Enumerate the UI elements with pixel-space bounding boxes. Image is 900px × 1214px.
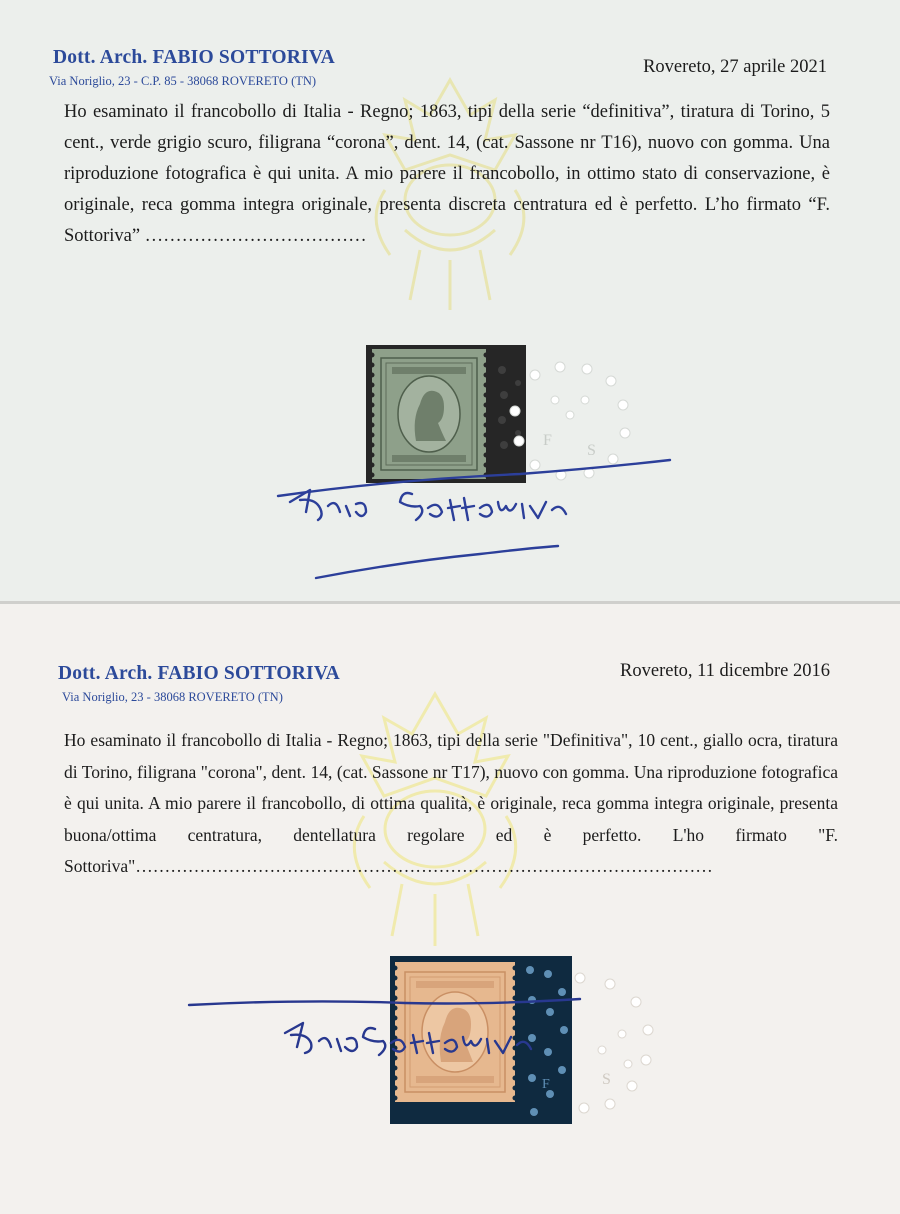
place-date: Rovereto, 11 dicembre 2016 bbox=[620, 661, 830, 681]
handwritten-signature bbox=[270, 450, 690, 590]
svg-text:F: F bbox=[543, 432, 552, 449]
issuer-name: Dott. Arch. FABIO SOTTORIVA bbox=[53, 47, 335, 68]
svg-text:S: S bbox=[587, 442, 596, 459]
issuer-name: Dott. Arch. FABIO SOTTORIVA bbox=[58, 663, 340, 684]
certificate-text: Ho esaminato il francobollo di Italia - Regno; 1863, tipi della serie “definitiva”, tiratura di Torino, 5 cent., verde grigio scuro, filigrana “corona”, dent. 14, (cat. Sassone nr T16), nuovo con gomma. Una riproduzione fotografica è qui unita. A mio parere il francobollo, in ottimo stato di conservazione, è originale, reca gomma integra originale, presenta discreta centratura ed è perfetto. L’ho firmato “F. Sottoriva” ……………………………… bbox=[64, 102, 830, 246]
issuer-address: Via Noriglio, 23 - 38068 ROVERETO (TN) bbox=[62, 690, 283, 704]
svg-text:S: S bbox=[602, 1071, 611, 1088]
handwritten-signature bbox=[185, 989, 605, 1079]
certificate-text: Ho esaminato il francobollo di Italia - Regno; 1863, tipi della serie "Definitiva", 10 cent., giallo ocra, tiratura di Torino, filigrana "corona", dent. 14, (cat. Sassone nr T17), nuovo con gomma. Una riproduzione fotografica è qui unita. A mio parere il francobollo, di ottima qualità, è originale, reca gomma integra originale, presenta buona/ottima centratura, dentellatura regolare ed è perfetto. L'ho firmato "F. Sottoriva"……………………………………………………………………………………… bbox=[64, 730, 838, 876]
certificate-2021 bbox=[0, 0, 900, 601]
certificate-2016 bbox=[0, 604, 900, 1214]
svg-text:F: F bbox=[542, 1077, 550, 1092]
place-date: Rovereto, 27 aprile 2021 bbox=[643, 57, 827, 77]
issuer-address: Via Noriglio, 23 - C.P. 85 - 38068 ROVERETO (TN) bbox=[49, 74, 317, 88]
